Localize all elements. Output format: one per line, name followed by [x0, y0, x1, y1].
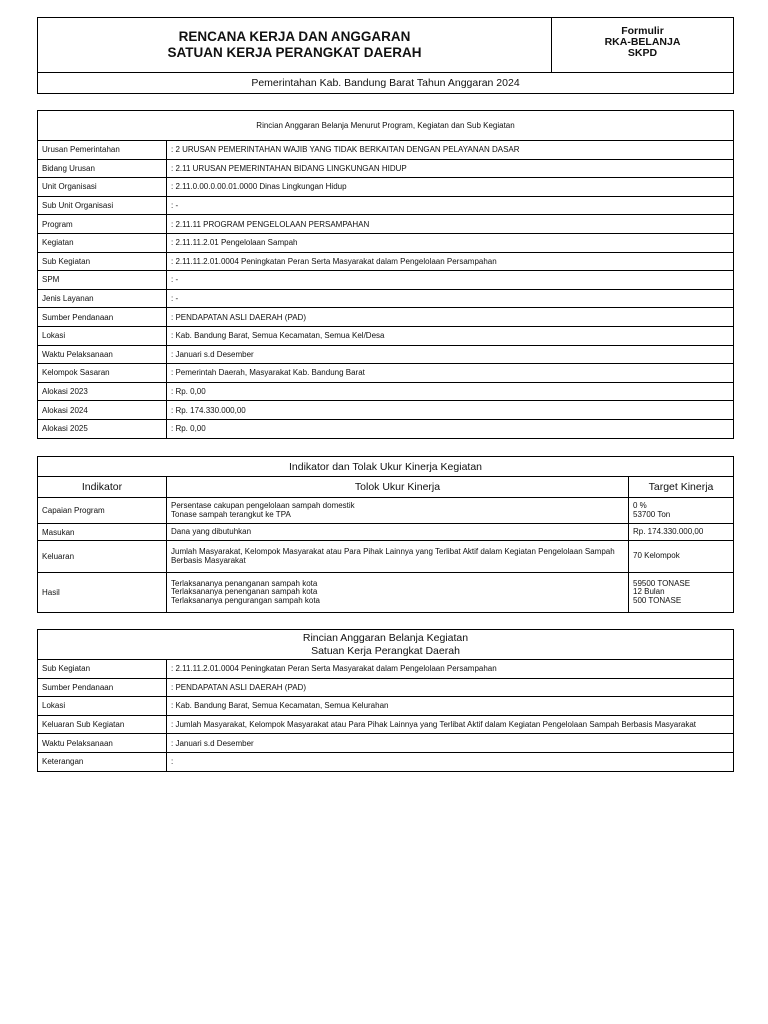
field-label: Urusan Pemerintahan: [38, 141, 167, 160]
table-row: [38, 141, 734, 160]
field-value: : 2.11.0.00.0.00.01.0000 Dinas Lingkungan Hidup: [167, 178, 734, 197]
field-value: : 2.11.11.2.01.0004 Peningkatan Peran Serta Masyarakat dalam Pengelolaan Persampahan: [167, 660, 734, 679]
table-row: [38, 326, 734, 345]
tolok-line: Persentase cakupan pengelolaan sampah domestik: [171, 502, 355, 510]
target-line: 12 Bulan: [633, 588, 665, 597]
tolok-line: Terlaksananya pengurangan sampah kota: [171, 596, 320, 605]
performance-indicator-table: [37, 456, 734, 613]
table-row: [38, 308, 734, 327]
field-label: Kelompok Sasaran: [38, 364, 167, 383]
field-label: Lokasi: [38, 326, 167, 345]
field-label: Lokasi: [38, 697, 167, 716]
field-value: : Rp. 0,00: [167, 382, 734, 401]
form-line-3: SKPD: [627, 47, 658, 59]
field-value: : Kab. Bandung Barat, Semua Kecamatan, Semua Kel/Desa: [167, 326, 734, 345]
target-cell: [629, 573, 734, 613]
section-2-title: Indikator dan Tolak Ukur Kinerja Kegiatan: [38, 457, 734, 477]
field-value: : Pemerintah Daerah, Masyarakat Kab. Bandung Barat: [167, 364, 734, 383]
table-row: [38, 382, 734, 401]
field-label: Sumber Pendanaan: [38, 678, 167, 697]
table-row: [38, 159, 734, 178]
col-header-indikator: Indikator: [38, 477, 167, 498]
tolok-cell: [167, 573, 629, 613]
title-line-1: RENCANA KERJA DAN ANGGARAN: [178, 29, 411, 44]
table-row: [38, 419, 734, 438]
field-label: Bidang Urusan: [38, 159, 167, 178]
field-label: Sumber Pendanaan: [38, 308, 167, 327]
field-label: Unit Organisasi: [38, 178, 167, 197]
field-value: : 2 URUSAN PEMERINTAHAN WAJIB YANG TIDAK BERKAITAN DENGAN PELAYANAN DASAR: [167, 141, 734, 160]
field-label: Program: [38, 215, 167, 234]
field-value: : Rp. 174.330.000,00: [167, 401, 734, 420]
tolok-line: Berbasis Masyarakat: [171, 556, 246, 565]
target-line: 59500 TONASE: [633, 579, 691, 588]
field-value: : PENDAPATAN ASLI DAERAH (PAD): [167, 308, 734, 327]
indikator-cell: Capaian Program: [38, 498, 167, 524]
field-value: : 2.11.11 PROGRAM PENGELOLAAN PERSAMPAHAN: [167, 215, 734, 234]
field-value: : -: [167, 196, 734, 215]
field-value: : Januari s.d Desember: [167, 345, 734, 364]
field-label: Jenis Layanan: [38, 289, 167, 308]
section-1-title: Rincian Anggaran Belanja Menurut Program, Kegiatan dan Sub Kegiatan: [38, 111, 734, 141]
target-cell: [629, 541, 734, 573]
target-line: 70 Kelompok: [633, 552, 680, 561]
table-row: [38, 364, 734, 383]
table-row: [38, 660, 734, 679]
field-value: : 2.11.11.2.01.0004 Peningkatan Peran Serta Masyarakat dalam Pengelolaan Persampahan: [167, 252, 734, 271]
table-row: [38, 541, 734, 573]
field-label: SPM: [38, 271, 167, 290]
field-label: Waktu Pelaksanaan: [38, 345, 167, 364]
table-row: [38, 498, 734, 524]
header-table: [37, 17, 734, 94]
indikator-cell: Hasil: [38, 573, 167, 613]
section-3-title-line-1: Rincian Anggaran Belanja Kegiatan: [302, 631, 469, 644]
table-row: [38, 215, 734, 234]
field-label: Sub Kegiatan: [38, 660, 167, 679]
field-value: : Rp. 0,00: [167, 419, 734, 438]
field-value: :: [167, 752, 734, 771]
table-row: [38, 196, 734, 215]
field-label: Alokasi 2023: [38, 382, 167, 401]
field-label: Sub Unit Organisasi: [38, 196, 167, 215]
table-row: [38, 178, 734, 197]
tolok-cell: [167, 498, 629, 524]
field-value: : 2.11 URUSAN PEMERINTAHAN BIDANG LINGKUNGAN HIDUP: [167, 159, 734, 178]
form-line-1: Formulir: [621, 25, 664, 37]
table-row: [38, 401, 734, 420]
field-label: Alokasi 2025: [38, 419, 167, 438]
table-row: [38, 697, 734, 716]
target-line: 53700 Ton: [633, 510, 671, 519]
field-label: Keluaran Sub Kegiatan: [38, 715, 167, 734]
tolok-line: Tonase sampah terangkut ke TPA: [171, 510, 291, 519]
form-code: [552, 18, 734, 73]
activity-budget-table: [37, 629, 734, 772]
col-header-tolok-ukur: Tolok Ukur Kinerja: [167, 477, 629, 498]
government-year: Pemerintahan Kab. Bandung Barat Tahun Anggaran 2024: [38, 73, 734, 94]
table-row: [38, 734, 734, 753]
field-label: Keterangan: [38, 752, 167, 771]
field-value: : -: [167, 289, 734, 308]
field-value: : Januari s.d Desember: [167, 734, 734, 753]
field-label: Alokasi 2024: [38, 401, 167, 420]
field-label: Kegiatan: [38, 233, 167, 252]
tolok-cell: [167, 541, 629, 573]
table-row: [38, 252, 734, 271]
field-value: : Jumlah Masyarakat, Kelompok Masyarakat atau Para Pihak Lainnya yang Terlibat Aktif dalam Kegiatan Pengelolaan Sampah Berbasis Masyarakat: [167, 715, 734, 734]
field-label: Sub Kegiatan: [38, 252, 167, 271]
table-row: [38, 345, 734, 364]
field-label: Waktu Pelaksanaan: [38, 734, 167, 753]
target-cell: [629, 524, 734, 541]
tolok-line: Dana yang dibutuhkan: [171, 527, 252, 536]
table-row: [38, 289, 734, 308]
form-line-2: RKA-BELANJA: [604, 36, 681, 48]
document-title: [38, 18, 552, 73]
table-row: [38, 524, 734, 541]
indikator-cell: Keluaran: [38, 541, 167, 573]
tolok-line: Terlaksananya penanganan sampah kota: [171, 579, 318, 588]
table-row: [38, 715, 734, 734]
field-value: : PENDAPATAN ASLI DAERAH (PAD): [167, 678, 734, 697]
target-cell: [629, 498, 734, 524]
field-value: : -: [167, 271, 734, 290]
tolok-cell: [167, 524, 629, 541]
target-line: 0 %: [633, 502, 647, 510]
table-row: [38, 233, 734, 252]
program-details-table: [37, 110, 734, 439]
table-row: [38, 271, 734, 290]
target-line: 500 TONASE: [633, 596, 682, 605]
table-row: [38, 573, 734, 613]
col-header-target: Target Kinerja: [629, 477, 734, 498]
section-3-title-line-2: Satuan Kerja Perangkat Daerah: [311, 644, 460, 657]
table-row: [38, 678, 734, 697]
table-row: [38, 752, 734, 771]
tolok-line: Terlaksananya penenganan sampah kota: [171, 588, 318, 597]
title-line-2: SATUAN KERJA PERANGKAT DAERAH: [167, 45, 422, 60]
indikator-cell: Masukan: [38, 524, 167, 541]
field-value: : 2.11.11.2.01 Pengelolaan Sampah: [167, 233, 734, 252]
target-line: Rp. 174.330.000,00: [633, 527, 704, 536]
tolok-line: Jumlah Masyarakat, Kelompok Masyarakat atau Para Pihak Lainnya yang Terlibat Aktif dalam Kegiatan Pengelolaan Sampah: [171, 548, 615, 556]
section-3-title: [38, 630, 734, 660]
field-value: : Kab. Bandung Barat, Semua Kecamatan, Semua Kelurahan: [167, 697, 734, 716]
